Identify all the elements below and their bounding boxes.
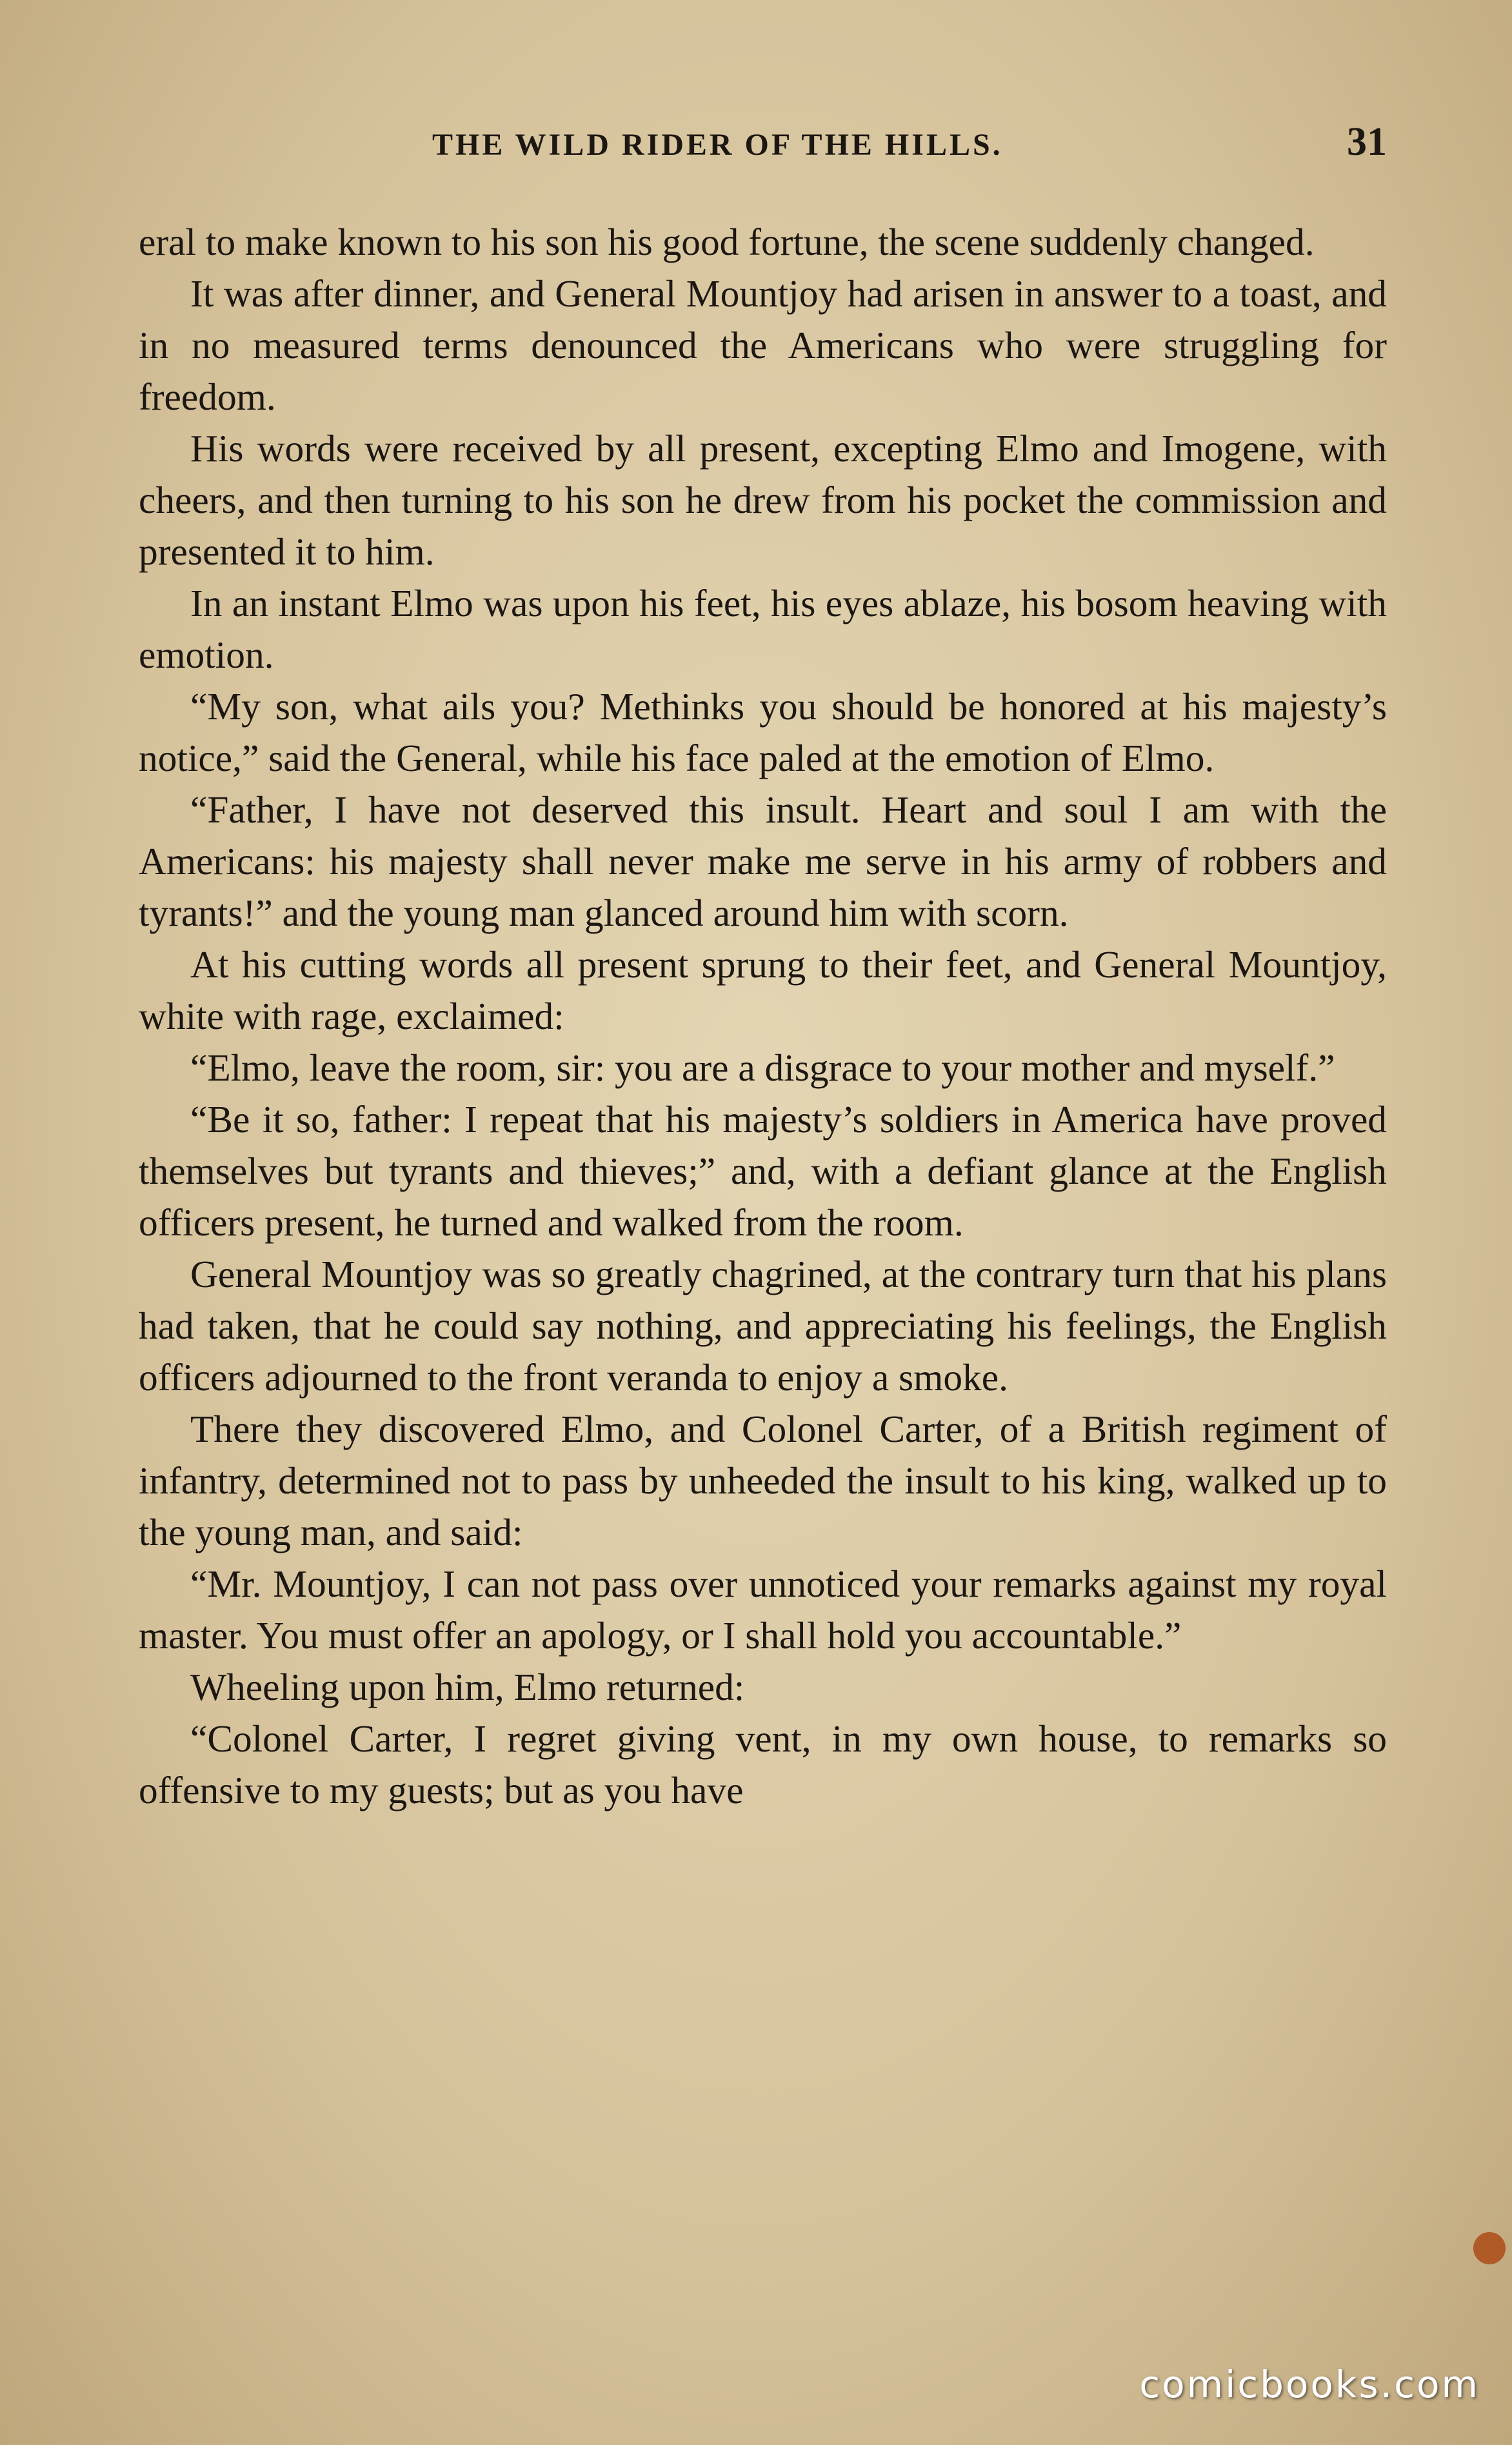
page-number: 31 (1347, 120, 1387, 164)
page-header (139, 119, 1387, 177)
paragraph: “Mr. Mountjoy, I can not pass over unnoticed your remarks against my royal master. You must offer an apology, or I shall hold you accountable.” (139, 1562, 1387, 1657)
paragraph: In an instant Elmo was upon his feet, his eyes ablaze, his bosom heaving with emotion. (139, 582, 1387, 676)
paragraph: It was after dinner, and General Mountjoy had arisen in answer to a toast, and in no measured terms denounced the Americans who were struggling for freedom. (139, 272, 1387, 418)
paragraph: His words were received by all present, excepting Elmo and Imogene, with cheers, and then turning to his son he drew from his pocket the commission and presented it to him. (139, 427, 1387, 573)
paragraph: eral to make known to his son his good fortune, the scene suddenly changed. (139, 221, 1315, 263)
paper-stain (1473, 2232, 1506, 2264)
paragraph: “Elmo, leave the room, sir: you are a disgrace to your mother and myself.” (190, 1046, 1335, 1089)
paragraph: “Father, I have not deserved this insult. Heart and soul I am with the Americans: his majesty shall never make me serve in his army of robbers and tyrants!” and the young man glanced around him with scorn. (139, 788, 1387, 934)
paragraph: “My son, what ails you? Methinks you should be honored at his majesty’s notice,” said the General, while his face paled at the emotion of Elmo. (139, 685, 1387, 779)
paragraph: Wheeling upon him, Elmo returned: (190, 1666, 745, 1708)
watermark: comicbooks.com (1139, 2362, 1480, 2406)
paragraph: There they discovered Elmo, and Colonel Carter, of a British regiment of infantry, determined not to pass by unheeded the insult to his king, walked up to the young man, and said: (139, 1408, 1387, 1553)
body-text (139, 216, 1387, 1816)
paragraph: General Mountjoy was so greatly chagrined, at the contrary turn that his plans had taken, that he could say nothing, and appreciating his feelings, the English officers adjourned to the front veranda to enjoy a smoke. (139, 1253, 1387, 1399)
running-title: THE WILD RIDER OF THE HILLS. (432, 128, 1003, 162)
paragraph: “Be it so, father: I repeat that his majesty’s soldiers in America have proved themselves but tyrants and thieves;” and, with a defiant glance at the English officers present, he turned and walked from the room. (139, 1098, 1387, 1244)
paragraph: At his cutting words all present sprung to their feet, and General Mountjoy, white with rage, exclaimed: (139, 943, 1387, 1037)
paragraph: “Colonel Carter, I regret giving vent, in my own house, to remarks so offensive to my guests; but as you have (139, 1717, 1387, 1811)
